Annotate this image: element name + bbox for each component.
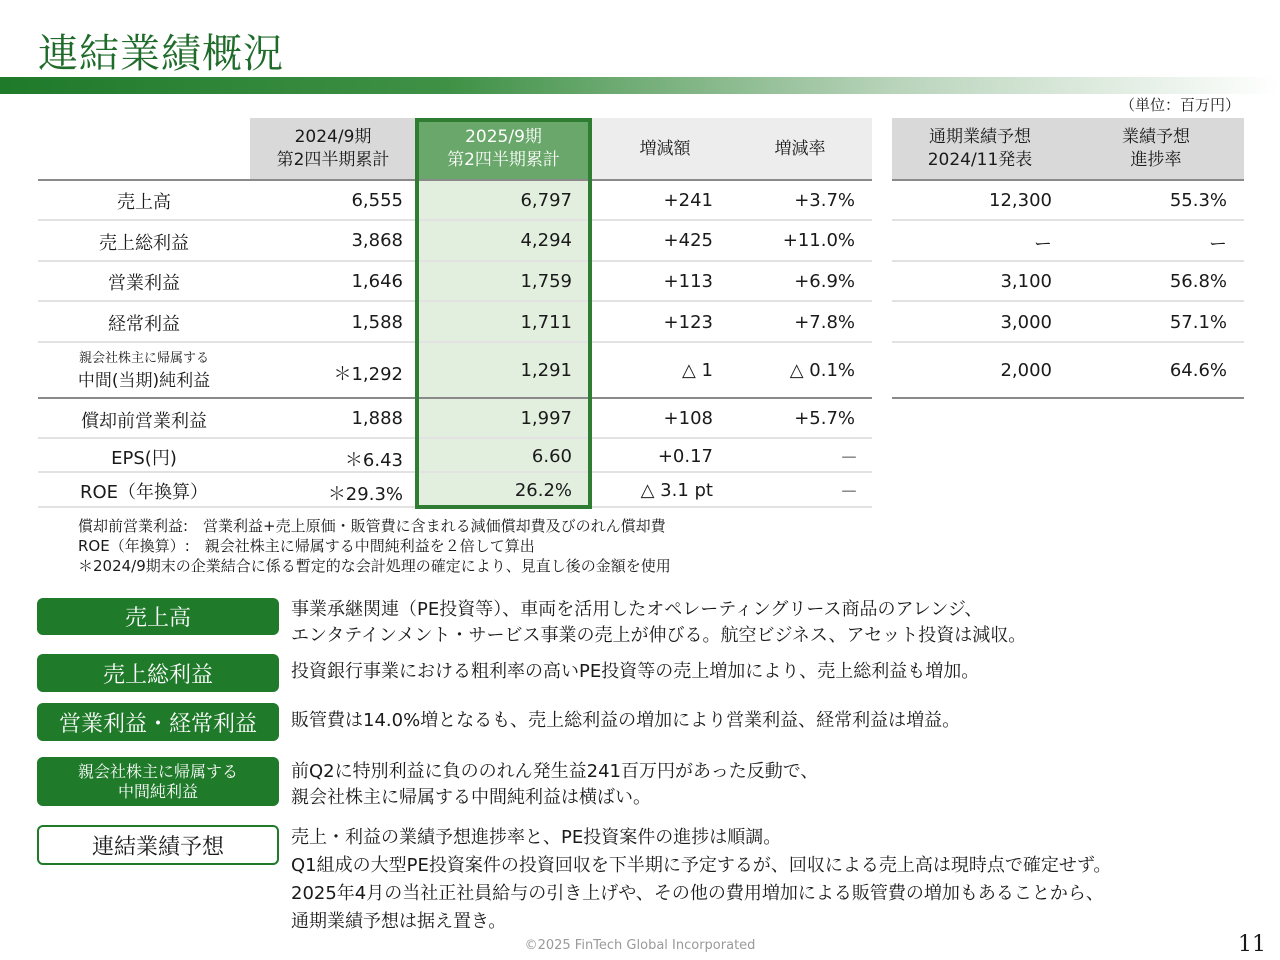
table-rule [38,300,872,302]
table-rule [38,179,872,181]
forecast-rule [892,260,1244,262]
table-notes [78,516,671,576]
cell-prev: 1,646 [351,271,403,292]
commentary-forecast [291,824,1111,936]
cell-curr: 1,711 [520,312,572,333]
table-rule [38,397,872,399]
row-label-eps: EPS(円) [111,448,177,469]
badge-operating-ordinary: 営業利益・経常利益 [37,703,279,741]
cell-curr: 1,997 [520,408,572,429]
table-rule [38,219,872,221]
row-label-roe: ROE（年換算） [79,482,209,503]
cell-progress: 64.6% [1169,360,1227,381]
forecast-rule [892,300,1244,302]
row-label-ordinary-income: 経常利益 [108,314,180,335]
cell-prev: 3,868 [351,230,403,251]
cell-rate: △ 0.1% [789,360,855,381]
header-forecast [892,118,1068,180]
cell-diff: △ 1 [681,360,713,381]
table-rule [38,260,872,262]
cell-rate: +7.8% [794,312,855,333]
cell-curr: 26.2% [514,480,572,501]
table-rule [38,471,872,473]
commentary-operating-ordinary [291,708,960,734]
table-rule [38,506,872,508]
badge-net-income [37,757,279,806]
cell-diff: +113 [663,271,713,292]
row-label-sales: 売上高 [117,192,171,213]
cell-progress: 57.1% [1169,312,1227,333]
header-rate: 増減率 [774,138,826,159]
forecast-rule [892,179,1244,181]
badge-sales: 売上高 [37,598,279,635]
cell-rate: － [840,482,858,503]
cell-forecast: ー [1034,234,1052,255]
unit-label: （単位：百万円） [1119,96,1240,114]
badge-gross-profit: 売上総利益 [37,654,279,692]
cell-forecast: 3,000 [1000,312,1052,333]
commentary-line: エンタテインメント・サービス事業の売上が伸びる。航空ビジネス、アセット投資は減収。 [291,625,1027,646]
row-label-net-income-prefix: 親会社株主に帰属する [78,351,209,366]
commentary-sales [291,597,1026,649]
cell-progress: ー [1209,234,1227,255]
forecast-rule [892,219,1244,221]
header-progress-line1: 業績予想 [1122,127,1190,147]
cell-forecast: 12,300 [989,190,1052,211]
cell-curr: 1,291 [520,360,572,381]
commentary-line: 親会社株主に帰属する中間純利益は横ばい。 [291,787,651,808]
commentary-net-income [291,759,818,811]
header-prev-period [250,118,416,180]
forecast-rule [892,341,1244,343]
forecast-rule [892,397,1244,399]
cell-diff: +241 [663,190,713,211]
table-rule [38,437,872,439]
commentary-line: 投資銀行事業における粗利率の高いPE投資等の売上増加により、売上総利益も増加。 [291,661,980,682]
cell-rate: +5.7% [794,408,855,429]
badge-forecast: 連結業績予想 [37,825,279,865]
copyright-footer: ©2025 FinTech Global Incorporated [524,938,756,953]
header-prev-line1: 2024/9期 [294,127,372,147]
header-progress-line2: 進捗率 [1130,150,1182,170]
cell-forecast: 2,000 [1000,360,1052,381]
cell-progress: 56.8% [1169,271,1227,292]
cell-progress: 55.3% [1169,190,1227,211]
cell-prev: 6,555 [351,190,403,211]
note-line: ROE（年換算）: 親会社株主に帰属する中間純利益を２倍して算出 [78,537,535,555]
row-label-net-income: 中間(当期)純利益 [77,371,211,391]
cell-curr: 1,759 [520,271,572,292]
commentary-line: 売上・利益の業績予想進捗率と、PE投資案件の進捗は順調。 [291,827,782,848]
cell-curr: 6.60 [531,446,572,467]
row-label-ebitda: 償却前営業利益 [81,411,207,432]
row-label-gross-profit: 売上総利益 [99,233,189,254]
cell-forecast: 3,100 [1000,271,1052,292]
cell-rate: － [840,448,858,469]
commentary-line: 2025年4月の当社正社員給与の引き上げや、その他の費用増加による販管費の増加もあることから、 [291,883,1104,904]
cell-prev: ＊29.3% [327,484,403,505]
cell-diff: +123 [663,312,713,333]
cell-prev: ＊1,292 [333,364,403,385]
cell-curr: 4,294 [520,230,572,251]
commentary-line: 事業承継関連（PE投資等）、車両を活用したオペレーティングリース商品のアレンジ、 [291,599,983,620]
cell-curr: 6,797 [520,190,572,211]
page-title: 連結業績概況 [38,31,284,77]
cell-rate: +11.0% [782,230,855,251]
page-number: 11 [1238,932,1266,957]
commentary-line: 通期業績予想は据え置き。 [291,911,507,932]
commentary-gross-profit [291,659,979,685]
cell-prev: ＊6.43 [344,450,403,471]
header-progress [1068,118,1244,180]
cell-prev: 1,588 [351,312,403,333]
cell-rate: +3.7% [794,190,855,211]
note-line: 償却前営業利益: 営業利益+売上原価・販管費に含まれる減価償却費及びのれん償却費 [78,517,666,535]
commentary-line: Q1組成の大型PE投資案件の投資回収を下半期に予定するが、回収による売上高は現時点で確定せず。 [291,855,1112,876]
cell-diff: +0.17 [657,446,713,467]
note-line: ＊2024/9期末の企業結合に係る暫定的な会計処理の確定により、見直し後の金額を使用 [78,557,671,575]
header-forecast-line1: 通期業績予想 [929,127,1031,147]
cell-diff: △ 3.1 pt [640,480,713,501]
badge-line: 親会社株主に帰属する [77,761,238,781]
cell-diff: +108 [663,408,713,429]
table-rule [38,341,872,343]
header-curr-line1: 2025/9期 [465,127,542,147]
header-diff: 増減額 [639,138,691,159]
badge-line: 中間純利益 [117,781,198,801]
commentary-line: 前Q2に特別利益に負ののれん発生益241百万円があった反動で、 [291,761,819,782]
header-forecast-line2: 2024/11発表 [927,150,1033,170]
header-prev-line2: 第2四半期累計 [276,150,390,170]
cell-rate: +6.9% [794,271,855,292]
cell-diff: +425 [663,230,713,251]
header-curr-period [419,118,588,180]
header-curr-line2: 第2四半期累計 [447,150,560,170]
title-gradient-bar [0,77,1280,94]
cell-prev: 1,888 [351,408,403,429]
row-label-operating-income: 営業利益 [108,273,180,294]
commentary-line: 販管費は14.0%増となるも、売上総利益の増加により営業利益、経常利益は増益。 [291,710,961,731]
